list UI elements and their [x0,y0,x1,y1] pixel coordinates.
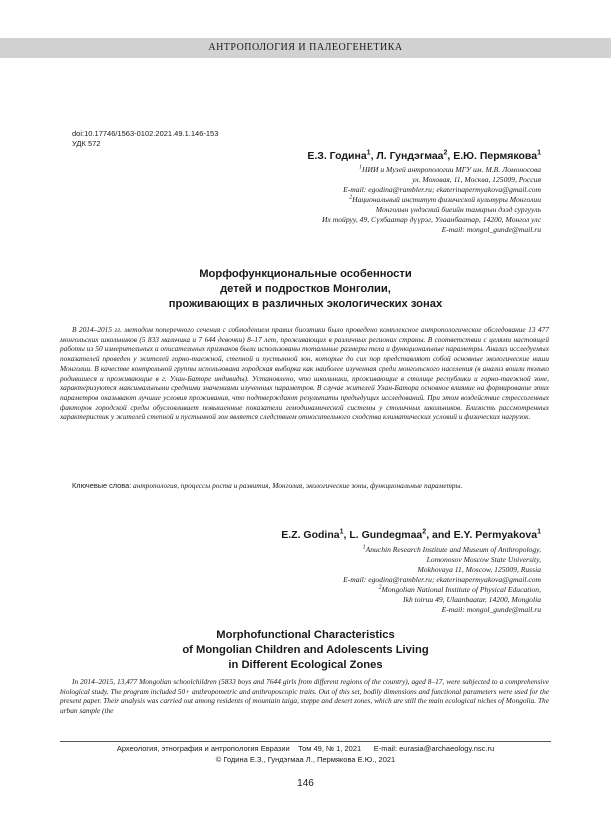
author-affil-mark: 1 [537,528,541,536]
copyright: © Година Е.З., Гундэгмаа Л., Пермякова Е.Ю., 2021 [215,755,396,764]
author-name: E.Y. Permyakova [453,529,538,541]
author-separator: , [343,529,350,541]
keywords-list: антропология, процессы роста и развития, Монголия, экологические зоны, функциональные параметры. [131,481,463,490]
affiliation-line: $^2$Национальный институт физической культуры Монголии [349,194,541,204]
journal-email: E-mail: eurasia@archaeology.nsc.ru [373,744,495,753]
section-title: АНТРОПОЛОГИЯ И ПАЛЕОГЕНЕТИКА [208,42,403,53]
journal-volume: Том 49, № 1, 2021 [298,744,362,753]
keywords-ru [60,481,549,491]
affiliation-line: Mokhovaya 11, Moscow, 125009, Russia [417,565,541,574]
udk-code: УДК 572 [72,139,101,148]
journal-name: Археология, этнография и антропология Евразии [116,744,290,753]
author-affil-mark: 2 [443,149,448,157]
affiliation-line: Их тойруу, 49, Сүхбаатар дүүрэг, Улаанбаатар, 14200, Монгол улс [321,215,541,224]
affiliations-en [81,545,541,615]
abstract-en: In 2014–2015, 13,477 Mongolian schoolchildren (5833 boys and 7644 girls from different regions of the country), aged 8–17, were subjected to a comprehensive biological study. The program included 50+ anthropometric and anthroposcopic traits. Out of this set, bodily dimensions and functional parameters were used for the present paper. Their analysis was carried out among residents of mountain taiga, steppe and desert zones, which are still the main ecological niches of Mongolia. The urban sample (the [60,677,549,716]
affiliation-line: Ikh toiruu 49, Ulaanbaatar, 14200, Mongolia [403,595,541,604]
journal-footer [0,744,611,754]
keywords-label: Ключевые слова: [72,481,132,490]
affiliation-line: ул. Моховая, 11, Москва, 125009, Россия [412,175,541,184]
author-name: Е.З. Година [307,150,367,162]
affiliation-line: $^2$Mongolian National Institute of Physical Education, [378,584,541,594]
author-affil-mark: 2 [422,528,427,536]
author-affil-mark: 1 [537,149,541,157]
affiliation-line: $^1$НИИ и Музей антропологии МГУ им. М.В. Ломоносова [358,164,541,174]
article-title-en: Morphofunctional Characteristics of Mongolian Children and Adolescents Living in Different Ecological Zones [182,629,429,671]
author-separator: , [370,150,377,162]
doi: doi:10.17746/1563-0102.2021.49.1.146-153 [72,129,219,138]
authors-en [281,529,541,542]
abstract-ru: В 2014–2015 гг. методом поперечного сечения с соблюдением правил биоэтики было проведено комплексное антропологическое обследование 13 477 монгольских школьников (5 833 мальчика и 7 644 девочки) 8–17 лет, проживающих в различных регионах страны. В соответствии с целями настоящей работы из 50 измерительных и описательных признаков были использованы тотальные размеры тела и функциональные параметры. Анализ исследуемых показателей проведен у жителей горно-таежной, степной и пустынной зон, которые до сих пор представляют собой основные экологические ниши Монголии. В качестве контрольной группы использована городская выборка как наиболее изученная среди монгольского населения (в анализ вошли только родившиеся и проживающие в г. Улан-Баторе индивиды). Установлено, что школьники, проживающие в столице республики и горно-таежной зоне, характеризуются максимальными средними значениями изученных параметров. В случае жителей Улан-Батора основное влияние на формирование этих параметров оказывают лучшие условия проживания, что подтверждают результаты предыдущих исследований. При этом воздействие стрессогенных факторов городской среды обусловливает повышенные показатели гемодинамической системы у столичных школьников. Близость рассмотренных характеристик у жителей степной и пустынной зон является следствием относительного сходства климатических условий и физических нагрузок. [60,325,549,422]
author-name: L. Gundegmaa [349,529,423,541]
affiliation-line: Lomonosov Moscow State University, [426,555,541,564]
authors-ru [307,150,541,163]
affiliation-line: E-mail: mongol_gunde@mail.ru [441,605,541,614]
page-number: 146 [297,778,314,789]
author-separator: , and [426,529,454,541]
article-title-ru: Морфофункциональные особенности детей и подростков Монголии, проживающих в различных экологических зонах [168,268,443,310]
affiliation-line: E-mail: egodina@rambler.ru; ekaterinapermyakova@gmail.com [343,185,541,194]
author-separator: , [447,150,454,162]
footer-divider [60,741,551,742]
affiliation-line: E-mail: mongol_gunde@mail.ru [441,225,541,234]
affiliation-line: E-mail: egodina@rambler.ru; ekaterinapermyakova@gmail.com [343,575,541,584]
author-affil-mark: 1 [366,149,371,157]
author-name: E.Z. Godina [281,529,340,541]
author-name: Л. Гундэгмаа [376,150,444,162]
author-affil-mark: 1 [339,528,344,536]
affiliation-line: Монголын үндэсний биеийн тамирын дээд сургууль [375,205,541,214]
affiliations-ru [81,165,541,235]
author-name: Е.Ю. Пермякова [453,150,538,162]
affiliation-line: $^1$Anuchin Research Institute and Museum of Anthropology, [362,544,541,554]
